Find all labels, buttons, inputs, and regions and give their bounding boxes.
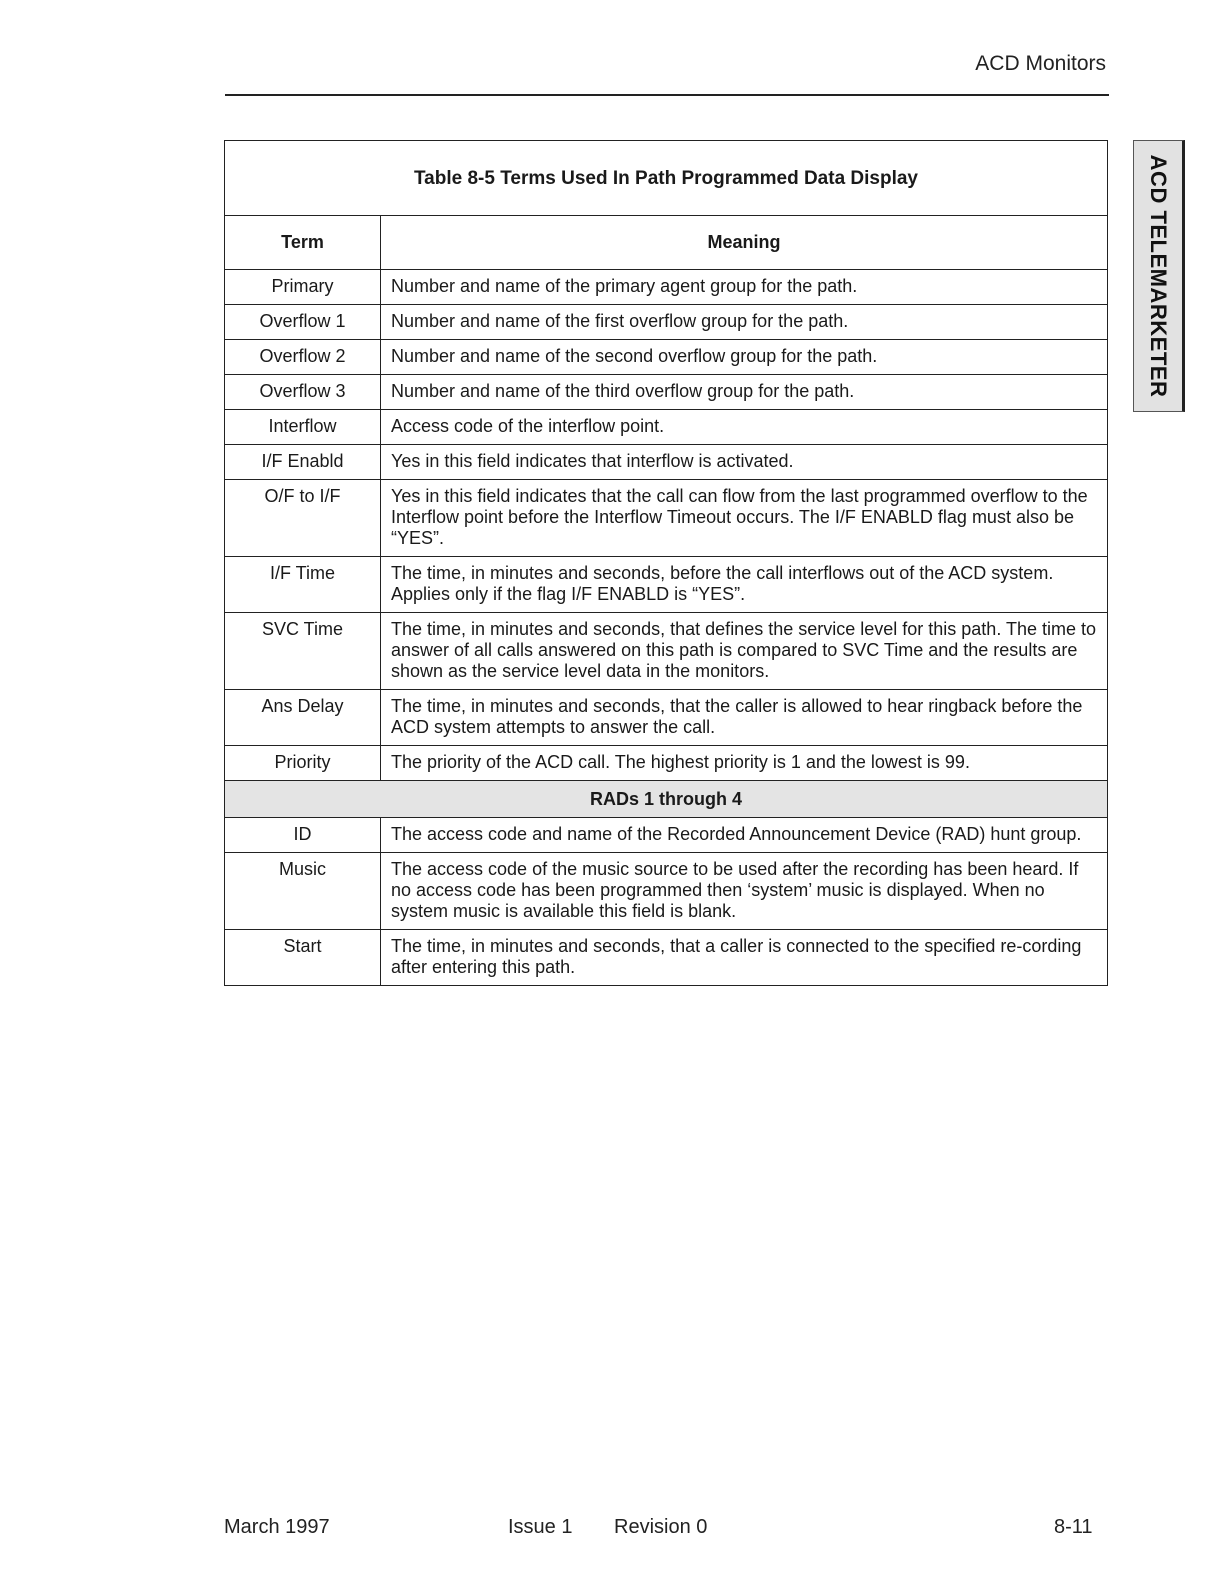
table-header-row — [225, 216, 1108, 270]
footer-revision: Revision 0 — [614, 1516, 708, 1538]
meaning-cell: Number and name of the primary agent group for the path. — [381, 270, 1108, 305]
term-cell: Overflow 1 — [225, 305, 381, 340]
table-row — [225, 305, 1108, 340]
footer-page-number: 8-11 — [1054, 1516, 1093, 1538]
meaning-cell: Number and name of the first overflow group for the path. — [381, 305, 1108, 340]
column-header-term: Term — [225, 216, 381, 270]
term-cell: Overflow 3 — [225, 375, 381, 410]
table-row — [225, 445, 1108, 480]
term-cell: ID — [225, 818, 381, 853]
table-row — [225, 410, 1108, 445]
table-row — [225, 746, 1108, 781]
term-cell: SVC Time — [225, 613, 381, 690]
meaning-cell: The time, in minutes and seconds, that defines the service level for this path. The time to answer of all calls answered on this path is compared to SVC Time and the results are shown as the service level data in the monitors. — [381, 613, 1108, 690]
table-row — [225, 375, 1108, 410]
meaning-cell: Yes in this field indicates that interflow is activated. — [381, 445, 1108, 480]
terms-table — [224, 140, 1108, 986]
table-caption-row — [225, 141, 1108, 216]
table-row — [225, 270, 1108, 305]
meaning-cell: The access code and name of the Recorded Announcement Device (RAD) hunt group. — [381, 818, 1108, 853]
table-row — [225, 690, 1108, 746]
column-header-meaning: Meaning — [381, 216, 1108, 270]
section-side-tab — [1133, 140, 1185, 412]
table-row — [225, 930, 1108, 986]
meaning-cell: The access code of the music source to be used after the recording has been heard. If no access code has been programmed then ‘system’ music is displayed. When no system music is available this field is blank. — [381, 853, 1108, 930]
table-caption: Table 8-5 Terms Used In Path Programmed Data Display — [225, 141, 1108, 216]
meaning-cell: Yes in this field indicates that the call can flow from the last programmed overflow to the Interflow point before the Interflow Timeout occurs. The I/F ENABLD flag must also be “YES”. — [381, 480, 1108, 557]
table-row — [225, 853, 1108, 930]
term-cell: O/F to I/F — [225, 480, 381, 557]
table-row — [225, 613, 1108, 690]
footer-date: March 1997 — [224, 1516, 330, 1538]
footer-issue: Issue 1 — [508, 1516, 573, 1538]
table-row — [225, 557, 1108, 613]
running-header-title: ACD Monitors — [975, 52, 1106, 75]
meaning-cell: Number and name of the third overflow group for the path. — [381, 375, 1108, 410]
term-cell: Start — [225, 930, 381, 986]
meaning-cell: The time, in minutes and seconds, before the call interflows out of the ACD system. Applies only if the flag I/F ENABLD is “YES”. — [381, 557, 1108, 613]
meaning-cell: Number and name of the second overflow group for the path. — [381, 340, 1108, 375]
section-heading-rads: RADs 1 through 4 — [225, 781, 1108, 818]
table-row — [225, 340, 1108, 375]
meaning-cell: The time, in minutes and seconds, that a caller is connected to the specified re-cording after entering this path. — [381, 930, 1108, 986]
term-cell: Ans Delay — [225, 690, 381, 746]
meaning-cell: The priority of the ACD call. The highest priority is 1 and the lowest is 99. — [381, 746, 1108, 781]
side-tab-label: ACD TELEMARKETER — [1146, 154, 1171, 398]
term-cell: Overflow 2 — [225, 340, 381, 375]
meaning-cell: The time, in minutes and seconds, that the caller is allowed to hear ringback before the ACD system attempts to answer the call. — [381, 690, 1108, 746]
term-cell: Music — [225, 853, 381, 930]
section-row — [225, 781, 1108, 818]
table-row — [225, 480, 1108, 557]
term-cell: Priority — [225, 746, 381, 781]
table-row — [225, 818, 1108, 853]
header-rule — [225, 94, 1109, 96]
term-cell: I/F Enabld — [225, 445, 381, 480]
meaning-cell: Access code of the interflow point. — [381, 410, 1108, 445]
term-cell: Interflow — [225, 410, 381, 445]
term-cell: I/F Time — [225, 557, 381, 613]
term-cell: Primary — [225, 270, 381, 305]
